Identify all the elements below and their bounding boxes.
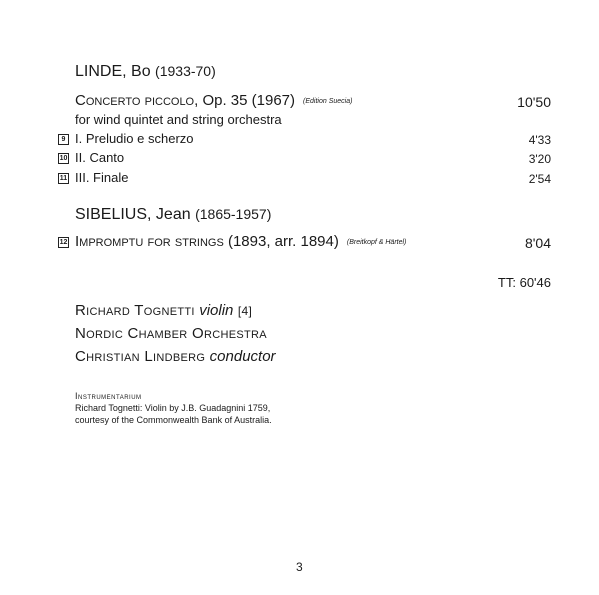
- work-duration: 10'50: [517, 94, 551, 110]
- track-number: 9: [58, 134, 69, 145]
- movement-title: II. Canto: [75, 150, 125, 165]
- performer-soloist: [75, 302, 252, 319]
- work-impromptu: [75, 233, 406, 250]
- performer-role: conductor: [209, 348, 276, 365]
- performer-name: Christian Lindberg: [75, 348, 206, 365]
- movement-title: III. Finale: [75, 170, 129, 185]
- composer-years: (1865-1957): [195, 206, 272, 222]
- composer-name: SIBELIUS, Jean: [75, 206, 191, 223]
- work-details: (1893, arr. 1894): [223, 233, 339, 250]
- work-title: Concerto piccolo: [75, 92, 195, 109]
- work-publisher: (Breitkopf & Härtel): [346, 239, 407, 246]
- performer-name: Nordic Chamber Orchestra: [75, 325, 267, 342]
- work-publisher: (Edition Suecia): [303, 98, 353, 105]
- performer-ref: [4]: [237, 304, 253, 318]
- work-subtitle: for wind quintet and string orchestra: [75, 112, 282, 127]
- page-number: 3: [296, 560, 303, 574]
- movement-duration: 2'54: [528, 172, 551, 186]
- performer-orchestra: [75, 325, 267, 342]
- total-time: TT: 60'46: [497, 275, 551, 290]
- performer-role: violin: [199, 302, 234, 319]
- movement-duration: 3'20: [528, 152, 551, 166]
- movement-title: I. Preludio e scherzo: [75, 131, 194, 146]
- track-number: 10: [59, 155, 68, 162]
- work-details: , Op. 35 (1967): [194, 92, 296, 109]
- track-number: 12: [59, 239, 68, 246]
- instrumentarium-heading: Instrumentarium: [75, 391, 142, 401]
- composer-years: (1933-70): [155, 63, 216, 79]
- instrumentarium-line: courtesy of the Commonwealth Bank of Australia.: [75, 415, 272, 425]
- composer-sibelius: [75, 206, 271, 224]
- composer-name: LINDE, Bo: [75, 63, 151, 80]
- work-title: Impromptu for strings: [75, 233, 224, 250]
- work-duration: 8'04: [524, 235, 551, 251]
- performer-conductor: [75, 348, 276, 365]
- instrumentarium-line: Richard Tognetti: Violin by J.B. Guadagnini 1759,: [75, 403, 271, 413]
- work-concerto-piccolo: [75, 92, 352, 109]
- performer-name: Richard Tognetti: [75, 302, 195, 319]
- composer-linde: [75, 63, 216, 81]
- track-number: 11: [59, 175, 68, 182]
- movement-duration: 4'33: [528, 133, 551, 147]
